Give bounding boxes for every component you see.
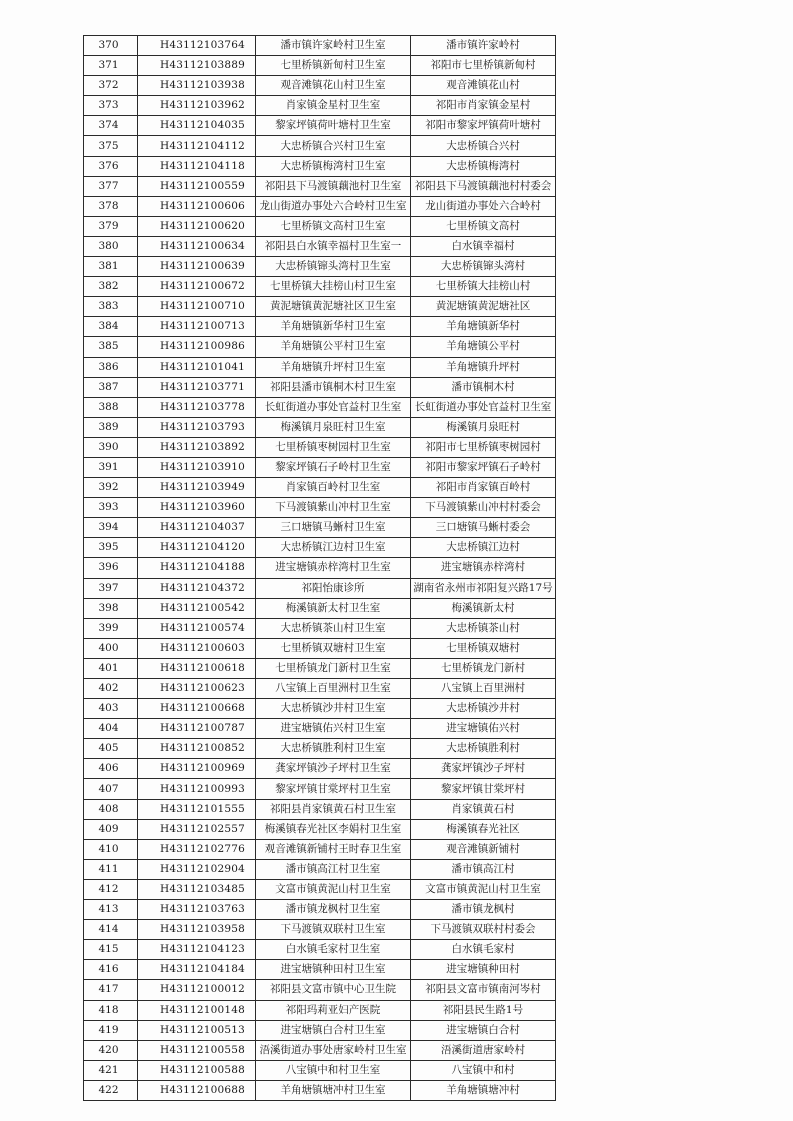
table-row — [84, 759, 556, 779]
row-number-cell: 401 — [84, 658, 138, 678]
institution-name-cell: 祁阳县文富市镇中心卫生院 — [256, 980, 411, 1000]
institution-code-cell: H43112104118 — [138, 156, 256, 176]
row-number-cell: 376 — [84, 156, 138, 176]
table-row — [84, 96, 556, 116]
table-row — [84, 297, 556, 317]
institution-name-cell: 梅溪镇春光社区李娟村卫生室 — [256, 819, 411, 839]
row-number-cell: 404 — [84, 719, 138, 739]
row-number-cell: 399 — [84, 618, 138, 638]
table-row — [84, 397, 556, 417]
table-row — [84, 819, 556, 839]
institution-name-cell: 进宝塘镇佑兴村卫生室 — [256, 719, 411, 739]
row-number-cell: 413 — [84, 900, 138, 920]
row-number-cell: 388 — [84, 397, 138, 417]
institution-name-cell: 八宝镇中和村卫生室 — [256, 1060, 411, 1080]
institution-address-cell: 大忠桥镇胜利村 — [411, 739, 556, 759]
institution-name-cell: 观音滩镇花山村卫生室 — [256, 76, 411, 96]
institution-address-cell: 祁阳市七里桥镇新甸村 — [411, 56, 556, 76]
institution-code-cell: H43112102904 — [138, 859, 256, 879]
institution-name-cell: 七里桥镇枣树园村卫生室 — [256, 437, 411, 457]
institution-code-cell: H43112100986 — [138, 337, 256, 357]
institution-code-cell: H43112103910 — [138, 457, 256, 477]
institution-name-cell: 大忠桥镇江边村卫生室 — [256, 538, 411, 558]
table-row — [84, 337, 556, 357]
institution-name-cell: 大忠桥镇镩头湾村卫生室 — [256, 257, 411, 277]
institution-name-cell: 七里桥镇文高村卫生室 — [256, 216, 411, 236]
table-row — [84, 136, 556, 156]
table-row — [84, 960, 556, 980]
institution-address-cell: 下马渡镇双联村村委会 — [411, 920, 556, 940]
registry-table-body — [84, 36, 556, 1101]
institution-name-cell: 长虹街道办事处官益村卫生室 — [256, 397, 411, 417]
institution-address-cell: 潘市镇许家岭村 — [411, 36, 556, 56]
institution-code-cell: H43112104123 — [138, 940, 256, 960]
table-row — [84, 1020, 556, 1040]
table-row — [84, 357, 556, 377]
table-row — [84, 176, 556, 196]
institution-address-cell: 梅溪镇新太村 — [411, 598, 556, 618]
institution-code-cell: H43112100639 — [138, 257, 256, 277]
institution-name-cell: 祁阳县下马渡镇藕池村卫生室 — [256, 176, 411, 196]
row-number-cell: 374 — [84, 116, 138, 136]
institution-name-cell: 羊角塘镇公平村卫生室 — [256, 337, 411, 357]
table-row — [84, 779, 556, 799]
institution-code-cell: H43112100559 — [138, 176, 256, 196]
institution-name-cell: 羊角塘镇新华村卫生室 — [256, 317, 411, 337]
row-number-cell: 417 — [84, 980, 138, 1000]
institution-address-cell: 龚家坪镇沙子坪村 — [411, 759, 556, 779]
row-number-cell: 406 — [84, 759, 138, 779]
table-row — [84, 980, 556, 1000]
institution-code-cell: H43112100574 — [138, 618, 256, 638]
institution-name-cell: 进宝塘镇白合村卫生室 — [256, 1020, 411, 1040]
institution-code-cell: H43112104037 — [138, 518, 256, 538]
table-row — [84, 1000, 556, 1020]
institution-address-cell: 大忠桥镇江边村 — [411, 538, 556, 558]
institution-address-cell: 观音滩镇花山村 — [411, 76, 556, 96]
institution-address-cell: 大忠桥镇镩头湾村 — [411, 257, 556, 277]
institution-address-cell: 浯溪街道唐家岭村 — [411, 1040, 556, 1060]
institution-name-cell: 白水镇毛家村卫生室 — [256, 940, 411, 960]
institution-name-cell: 下马渡镇双联村卫生室 — [256, 920, 411, 940]
institution-name-cell: 七里桥镇新甸村卫生室 — [256, 56, 411, 76]
institution-code-cell: H43112102776 — [138, 839, 256, 859]
institution-code-cell: H43112100668 — [138, 699, 256, 719]
institution-address-cell: 祁阳县下马渡镇藕池村村委会 — [411, 176, 556, 196]
institution-address-cell: 祁阳市七里桥镇枣树园村 — [411, 437, 556, 457]
table-row — [84, 36, 556, 56]
table-row — [84, 257, 556, 277]
institution-code-cell: H43112103889 — [138, 56, 256, 76]
table-row — [84, 437, 556, 457]
institution-address-cell: 黄泥塘镇黄泥塘社区 — [411, 297, 556, 317]
table-row — [84, 377, 556, 397]
institution-address-cell: 进宝塘镇白合村 — [411, 1020, 556, 1040]
institution-code-cell: H43112102557 — [138, 819, 256, 839]
institution-code-cell: H43112103485 — [138, 879, 256, 899]
institution-name-cell: 肖家镇金星村卫生室 — [256, 96, 411, 116]
institution-address-cell: 祁阳县民生路1号 — [411, 1000, 556, 1020]
table-row — [84, 1080, 556, 1100]
table-row — [84, 699, 556, 719]
row-number-cell: 372 — [84, 76, 138, 96]
institution-address-cell: 潘市镇高江村 — [411, 859, 556, 879]
institution-name-cell: 祁阳县白水镇幸福村卫生室一 — [256, 236, 411, 256]
row-number-cell: 415 — [84, 940, 138, 960]
institution-code-cell: H43112100993 — [138, 779, 256, 799]
institution-code-cell: H43112104188 — [138, 558, 256, 578]
institution-name-cell: 下马渡镇紫山冲村卫生室 — [256, 498, 411, 518]
table-row — [84, 277, 556, 297]
row-number-cell: 419 — [84, 1020, 138, 1040]
institution-name-cell: 大忠桥镇茶山村卫生室 — [256, 618, 411, 638]
row-number-cell: 370 — [84, 36, 138, 56]
institution-name-cell: 潘市镇高江村卫生室 — [256, 859, 411, 879]
institution-address-cell: 羊角塘镇升坪村 — [411, 357, 556, 377]
row-number-cell: 375 — [84, 136, 138, 156]
institution-name-cell: 文富市镇黄泥山村卫生室 — [256, 879, 411, 899]
institution-code-cell: H43112103771 — [138, 377, 256, 397]
institution-code-cell: H43112100620 — [138, 216, 256, 236]
institution-code-cell: H43112100623 — [138, 679, 256, 699]
institution-name-cell: 观音滩镇新铺村王时春卫生室 — [256, 839, 411, 859]
table-row — [84, 417, 556, 437]
institution-name-cell: 祁阳玛莉亚妇产医院 — [256, 1000, 411, 1020]
table-row — [84, 196, 556, 216]
row-number-cell: 381 — [84, 257, 138, 277]
institution-name-cell: 龙山街道办事处六合岭村卫生室 — [256, 196, 411, 216]
institution-code-cell: H43112100588 — [138, 1060, 256, 1080]
table-row — [84, 56, 556, 76]
institution-address-cell: 七里桥镇文高村 — [411, 216, 556, 236]
institution-code-cell: H43112100852 — [138, 739, 256, 759]
table-row — [84, 518, 556, 538]
institution-address-cell: 观音滩镇新铺村 — [411, 839, 556, 859]
row-number-cell: 397 — [84, 578, 138, 598]
institution-code-cell: H43112100969 — [138, 759, 256, 779]
institution-code-cell: H43112101555 — [138, 799, 256, 819]
institution-name-cell: 羊角塘镇塘冲村卫生室 — [256, 1080, 411, 1100]
table-row — [84, 1060, 556, 1080]
institution-address-cell: 羊角塘镇公平村 — [411, 337, 556, 357]
row-number-cell: 394 — [84, 518, 138, 538]
institution-name-cell: 大忠桥镇胜利村卫生室 — [256, 739, 411, 759]
row-number-cell: 386 — [84, 357, 138, 377]
row-number-cell: 400 — [84, 638, 138, 658]
institution-name-cell: 七里桥镇双塘村卫生室 — [256, 638, 411, 658]
row-number-cell: 378 — [84, 196, 138, 216]
row-number-cell: 387 — [84, 377, 138, 397]
institution-address-cell: 梅溪镇春光社区 — [411, 819, 556, 839]
row-number-cell: 383 — [84, 297, 138, 317]
institution-address-cell: 祁阳市黎家坪镇荷叶塘村 — [411, 116, 556, 136]
row-number-cell: 408 — [84, 799, 138, 819]
row-number-cell: 371 — [84, 56, 138, 76]
institution-code-cell: H43112100012 — [138, 980, 256, 1000]
table-row — [84, 618, 556, 638]
institution-name-cell: 羊角塘镇升坪村卫生室 — [256, 357, 411, 377]
institution-code-cell: H43112103793 — [138, 417, 256, 437]
table-row — [84, 558, 556, 578]
table-row — [84, 498, 556, 518]
row-number-cell: 420 — [84, 1040, 138, 1060]
table-row — [84, 578, 556, 598]
institution-address-cell: 长虹街道办事处官益村卫生室 — [411, 397, 556, 417]
institution-address-cell: 龙山街道办事处六合岭村 — [411, 196, 556, 216]
institution-name-cell: 潘市镇龙枫村卫生室 — [256, 900, 411, 920]
institution-name-cell: 大忠桥镇沙井村卫生室 — [256, 699, 411, 719]
institution-address-cell: 白水镇毛家村 — [411, 940, 556, 960]
table-row — [84, 76, 556, 96]
row-number-cell: 384 — [84, 317, 138, 337]
institution-address-cell: 梅溪镇月泉旺村 — [411, 417, 556, 437]
institution-address-cell: 潘市镇龙枫村 — [411, 900, 556, 920]
table-row — [84, 457, 556, 477]
institution-address-cell: 大忠桥镇梅湾村 — [411, 156, 556, 176]
institution-code-cell: H43112103764 — [138, 36, 256, 56]
table-row — [84, 879, 556, 899]
institution-code-cell: H43112100710 — [138, 297, 256, 317]
institution-address-cell: 羊角塘镇新华村 — [411, 317, 556, 337]
institution-code-cell: H43112100672 — [138, 277, 256, 297]
row-number-cell: 380 — [84, 236, 138, 256]
institution-address-cell: 白水镇幸福村 — [411, 236, 556, 256]
institution-address-cell: 三口塘镇马蜥村委会 — [411, 518, 556, 538]
institution-name-cell: 进宝塘镇赤梓湾村卫生室 — [256, 558, 411, 578]
institution-name-cell: 祁阳怡康诊所 — [256, 578, 411, 598]
row-number-cell: 418 — [84, 1000, 138, 1020]
institution-name-cell: 祁阳县肖家镇黄石村卫生室 — [256, 799, 411, 819]
row-number-cell: 392 — [84, 478, 138, 498]
institution-address-cell: 八宝镇上百里洲村 — [411, 679, 556, 699]
institution-address-cell: 进宝塘镇赤梓湾村 — [411, 558, 556, 578]
institution-name-cell: 浯溪街道办事处唐家岭村卫生室 — [256, 1040, 411, 1060]
institution-name-cell: 梅溪镇新太村卫生室 — [256, 598, 411, 618]
institution-code-cell: H43112100148 — [138, 1000, 256, 1020]
institution-address-cell: 大忠桥镇合兴村 — [411, 136, 556, 156]
institution-name-cell: 祁阳县潘市镇桐木村卫生室 — [256, 377, 411, 397]
institution-code-cell: H43112101041 — [138, 357, 256, 377]
institution-code-cell: H43112100688 — [138, 1080, 256, 1100]
institution-address-cell: 下马渡镇紫山冲村村委会 — [411, 498, 556, 518]
table-row — [84, 116, 556, 136]
institution-code-cell: H43112104035 — [138, 116, 256, 136]
table-row — [84, 739, 556, 759]
row-number-cell: 391 — [84, 457, 138, 477]
table-row — [84, 679, 556, 699]
institution-code-cell: H43112100513 — [138, 1020, 256, 1040]
institution-name-cell: 七里桥镇大挂榜山村卫生室 — [256, 277, 411, 297]
row-number-cell: 403 — [84, 699, 138, 719]
row-number-cell: 393 — [84, 498, 138, 518]
row-number-cell: 379 — [84, 216, 138, 236]
table-row — [84, 920, 556, 940]
clinic-registry-table — [83, 35, 556, 1101]
institution-address-cell: 进宝塘镇佑兴村 — [411, 719, 556, 739]
institution-address-cell: 潘市镇桐木村 — [411, 377, 556, 397]
institution-code-cell: H43112104372 — [138, 578, 256, 598]
institution-address-cell: 祁阳市肖家镇百岭村 — [411, 478, 556, 498]
institution-code-cell: H43112100713 — [138, 317, 256, 337]
row-number-cell: 402 — [84, 679, 138, 699]
institution-address-cell: 肖家镇黄石村 — [411, 799, 556, 819]
row-number-cell: 398 — [84, 598, 138, 618]
row-number-cell: 416 — [84, 960, 138, 980]
table-row — [84, 156, 556, 176]
table-row — [84, 317, 556, 337]
institution-address-cell: 七里桥镇大挂榜山村 — [411, 277, 556, 297]
institution-code-cell: H43112100787 — [138, 719, 256, 739]
institution-name-cell: 梅溪镇月泉旺村卫生室 — [256, 417, 411, 437]
institution-name-cell: 进宝塘镇种田村卫生室 — [256, 960, 411, 980]
table-row — [84, 900, 556, 920]
row-number-cell: 422 — [84, 1080, 138, 1100]
institution-code-cell: H43112103958 — [138, 920, 256, 940]
institution-address-cell: 文富市镇黄泥山村卫生室 — [411, 879, 556, 899]
institution-name-cell: 三口塘镇马蜥村卫生室 — [256, 518, 411, 538]
table-row — [84, 658, 556, 678]
institution-address-cell: 七里桥镇双塘村 — [411, 638, 556, 658]
table-row — [84, 478, 556, 498]
institution-code-cell: H43112104184 — [138, 960, 256, 980]
institution-address-cell: 七里桥镇龙门新村 — [411, 658, 556, 678]
table-row — [84, 940, 556, 960]
institution-name-cell: 大忠桥镇梅湾村卫生室 — [256, 156, 411, 176]
institution-name-cell: 黎家坪镇荷叶塘村卫生室 — [256, 116, 411, 136]
table-row — [84, 638, 556, 658]
table-row — [84, 538, 556, 558]
institution-code-cell: H43112103938 — [138, 76, 256, 96]
institution-address-cell: 祁阳县文富市镇南河岑村 — [411, 980, 556, 1000]
row-number-cell: 405 — [84, 739, 138, 759]
row-number-cell: 389 — [84, 417, 138, 437]
institution-address-cell: 黎家坪镇甘棠坪村 — [411, 779, 556, 799]
table-row — [84, 216, 556, 236]
institution-address-cell: 大忠桥镇茶山村 — [411, 618, 556, 638]
institution-code-cell: H43112100634 — [138, 236, 256, 256]
institution-name-cell: 潘市镇许家岭村卫生室 — [256, 36, 411, 56]
institution-code-cell: H43112103960 — [138, 498, 256, 518]
table-row — [84, 598, 556, 618]
row-number-cell: 407 — [84, 779, 138, 799]
institution-name-cell: 七里桥镇龙门新村卫生室 — [256, 658, 411, 678]
institution-code-cell: H43112103763 — [138, 900, 256, 920]
institution-name-cell: 黎家坪镇甘棠坪村卫生室 — [256, 779, 411, 799]
institution-address-cell: 进宝塘镇种田村 — [411, 960, 556, 980]
row-number-cell: 410 — [84, 839, 138, 859]
institution-address-cell: 湖南省永州市祁阳复兴路17号 — [411, 578, 556, 598]
row-number-cell: 409 — [84, 819, 138, 839]
row-number-cell: 395 — [84, 538, 138, 558]
row-number-cell: 421 — [84, 1060, 138, 1080]
row-number-cell: 396 — [84, 558, 138, 578]
institution-name-cell: 黎家坪镇石子岭村卫生室 — [256, 457, 411, 477]
row-number-cell: 373 — [84, 96, 138, 116]
institution-address-cell: 八宝镇中和村 — [411, 1060, 556, 1080]
institution-name-cell: 八宝镇上百里洲村卫生室 — [256, 679, 411, 699]
table-row — [84, 799, 556, 819]
institution-code-cell: H43112100542 — [138, 598, 256, 618]
row-number-cell: 412 — [84, 879, 138, 899]
institution-name-cell: 肖家镇百岭村卫生室 — [256, 478, 411, 498]
institution-code-cell: H43112103949 — [138, 478, 256, 498]
institution-name-cell: 黄泥塘镇黄泥塘社区卫生室 — [256, 297, 411, 317]
row-number-cell: 385 — [84, 337, 138, 357]
institution-name-cell: 龚家坪镇沙子坪村卫生室 — [256, 759, 411, 779]
row-number-cell: 377 — [84, 176, 138, 196]
row-number-cell: 382 — [84, 277, 138, 297]
institution-address-cell: 祁阳市黎家坪镇石子岭村 — [411, 457, 556, 477]
institution-address-cell: 羊角塘镇塘冲村 — [411, 1080, 556, 1100]
table-row — [84, 859, 556, 879]
institution-code-cell: H43112100618 — [138, 658, 256, 678]
institution-code-cell: H43112104120 — [138, 538, 256, 558]
institution-code-cell: H43112104112 — [138, 136, 256, 156]
institution-code-cell: H43112100603 — [138, 638, 256, 658]
institution-code-cell: H43112103962 — [138, 96, 256, 116]
row-number-cell: 414 — [84, 920, 138, 940]
institution-code-cell: H43112100558 — [138, 1040, 256, 1060]
table-row — [84, 839, 556, 859]
row-number-cell: 411 — [84, 859, 138, 879]
row-number-cell: 390 — [84, 437, 138, 457]
table-row — [84, 719, 556, 739]
institution-code-cell: H43112103892 — [138, 437, 256, 457]
institution-name-cell: 大忠桥镇合兴村卫生室 — [256, 136, 411, 156]
table-row — [84, 236, 556, 256]
institution-code-cell: H43112103778 — [138, 397, 256, 417]
institution-code-cell: H43112100606 — [138, 196, 256, 216]
table-row — [84, 1040, 556, 1060]
institution-address-cell: 祁阳市肖家镇金星村 — [411, 96, 556, 116]
institution-address-cell: 大忠桥镇沙井村 — [411, 699, 556, 719]
